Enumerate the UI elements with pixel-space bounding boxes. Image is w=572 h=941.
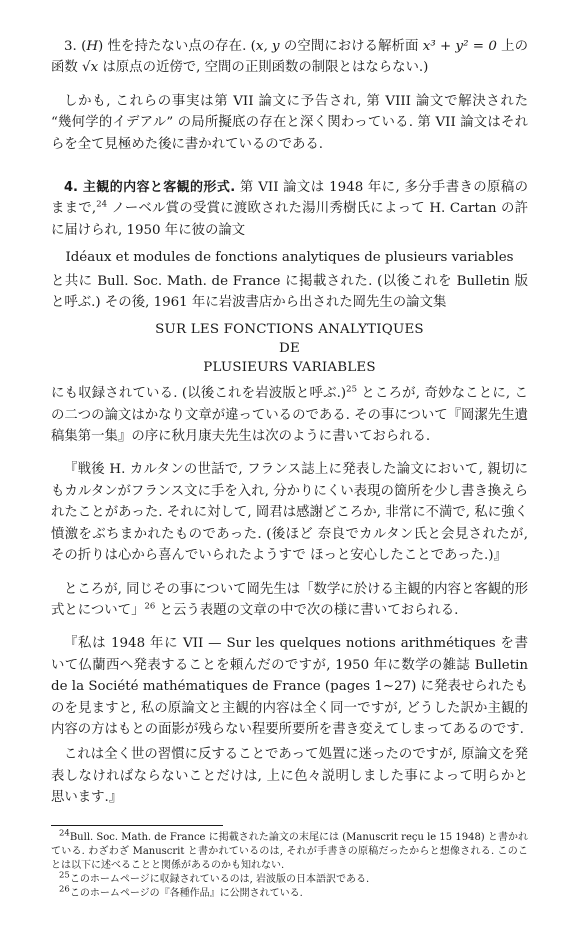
- item-3-paragraph: [51, 36, 528, 79]
- footnote-text: Bull. Soc. Math. de France に掲載された論文の末尾には (Manuscrit reçu le 15 1948) と書かれている. わざわざ Manuscrit と書かれているのは, それが手書きの原稿だったからと想像される. このことは以下に述べることと関係があるのかも知れない.: [51, 831, 528, 871]
- bulletin-paper-title: Idéaux et modules de fonctions analytiques de plusieurs variables: [65, 250, 514, 266]
- item-3-text-a: ) 性を持たない点の存在. (: [98, 39, 256, 54]
- item-3-text-d: は原点の近傍で, 空間の正則函数の制限とはならない.): [98, 60, 429, 76]
- paragraph-4-text-a: ところが, 同じその事について岡先生は「数学に於ける主観的内容と客観的形式とについて」: [51, 581, 528, 618]
- footnote-mark: 25: [59, 870, 70, 881]
- section-title: 4. 主観的内容と客観的形式.: [64, 180, 236, 196]
- footnote-25: [51, 870, 528, 887]
- collection-title-line-1: SUR LES FONCTIONS ANALYTIQUES: [155, 322, 424, 338]
- section-4-text-b: ノーベル賞の受賞に渡欧された湯川秀樹氏によって H. Cartan の許に届けられ, 1950 年に彼の論文: [51, 201, 528, 238]
- item-3-text-b: の空間における解析面: [279, 39, 423, 54]
- footnote-ref-26[interactable]: 26: [144, 601, 156, 612]
- footnote-text: このホームページに収録されているのは, 岩波版の日本語訳である.: [69, 874, 370, 886]
- math-symbol-h: H: [86, 39, 99, 54]
- footnote-divider: [51, 825, 223, 826]
- paragraph-4-text-b: と云う表題の文章の中で次の様に書いておられる.: [155, 602, 459, 618]
- quote-oka-1: 『私は 1948 年に VII — Sur les quelques notions arithmétiques を書いて仏蘭西へ発表することを頼んだのですが, 1950 年に数学の雑誌 Bulletin de la Société mathématiques de France (pages 1∼27) に発表せられたものを見ますと, 私の原論文と主観的内容は全く同一ですが, どうした訳か主観的内容の方はもとの面影が残らない程要所要所を書き変えてしまってあるのです.: [51, 636, 528, 737]
- quote-oka-2: これは全く世の習慣に反することであって処置に迷ったのですが, 原論文を発表しなければならないことだけは, 上に色々説明しました事によって明らかと思います.』: [51, 747, 528, 806]
- paragraph-4: [51, 579, 528, 622]
- footnote-26: [51, 887, 528, 901]
- paragraph-3-text-b: ところが, 奇妙なことに, この二つの論文はかなり文章が違っているのである. その事について『岡潔先生遺稿集第一集』の序に秋月康夫先生は次のように書いておられる.: [51, 386, 528, 445]
- quote-akizuki: 『戦後 H. カルタンの世話で, フランス誌上に発表した論文において, 親切にもカルタンがフランス文に手を入れ, 分かりにくい表現の箇所を少し書き換えられたことがあった. それに対して, 岡君は感謝どころか, 非常に不満で, 私に強く憤激をぶちまかれたものであった. (後ほど 奈良でカルタン氏と会見されたが, その折りは心から喜んでいられたようすで ほっと安心したことであった.)』: [51, 462, 528, 564]
- section-4-text-a: 第 VII 論文は 1948 年に, 多分手書きの原稿のままで,: [51, 180, 529, 217]
- footnote-24: [51, 828, 528, 874]
- math-sqrt: √x: [82, 60, 99, 76]
- paragraph-3-text-a: にも収録されている. (以後これを岩波版と呼ぶ.): [51, 386, 347, 402]
- footnote-mark: 26: [59, 885, 70, 896]
- paragraph-2: と共に Bull. Soc. Math. de France に掲載された. (以後これを Bulletin 版と呼ぶ.) その後, 1961 年に岩波書店から出された岡先生の論文集: [51, 273, 528, 311]
- collection-title: [51, 321, 528, 377]
- footnote-text: このホームページの『各種作品』に公開されている.: [69, 888, 303, 900]
- footnote-ref-25[interactable]: 25: [346, 384, 357, 395]
- footnotes: [51, 828, 528, 902]
- collection-title-line-3: PLUSIEURS VARIABLES: [203, 359, 376, 375]
- item-3-text-c: 上の函数: [51, 39, 529, 76]
- math-equation: x³ + y² = 0: [422, 39, 497, 54]
- footnote-ref-24[interactable]: 24: [96, 199, 108, 210]
- paragraph-1: しかも, これらの事実は第 VII 論文に予告され, 第 VIII 論文で解決された “幾何学的イデアル” の局所擬底の存在と深く関わっている. 第 VII 論文はそれらを全て見極めた後に書かれているのである.: [51, 93, 528, 152]
- paragraph-3: [51, 383, 528, 447]
- collection-title-line-2: DE: [279, 341, 300, 357]
- section-4-paragraph: [51, 177, 528, 241]
- item-number: 3. (: [64, 39, 87, 54]
- math-xy: x, y: [255, 39, 280, 54]
- footnote-mark: 24: [59, 828, 70, 839]
